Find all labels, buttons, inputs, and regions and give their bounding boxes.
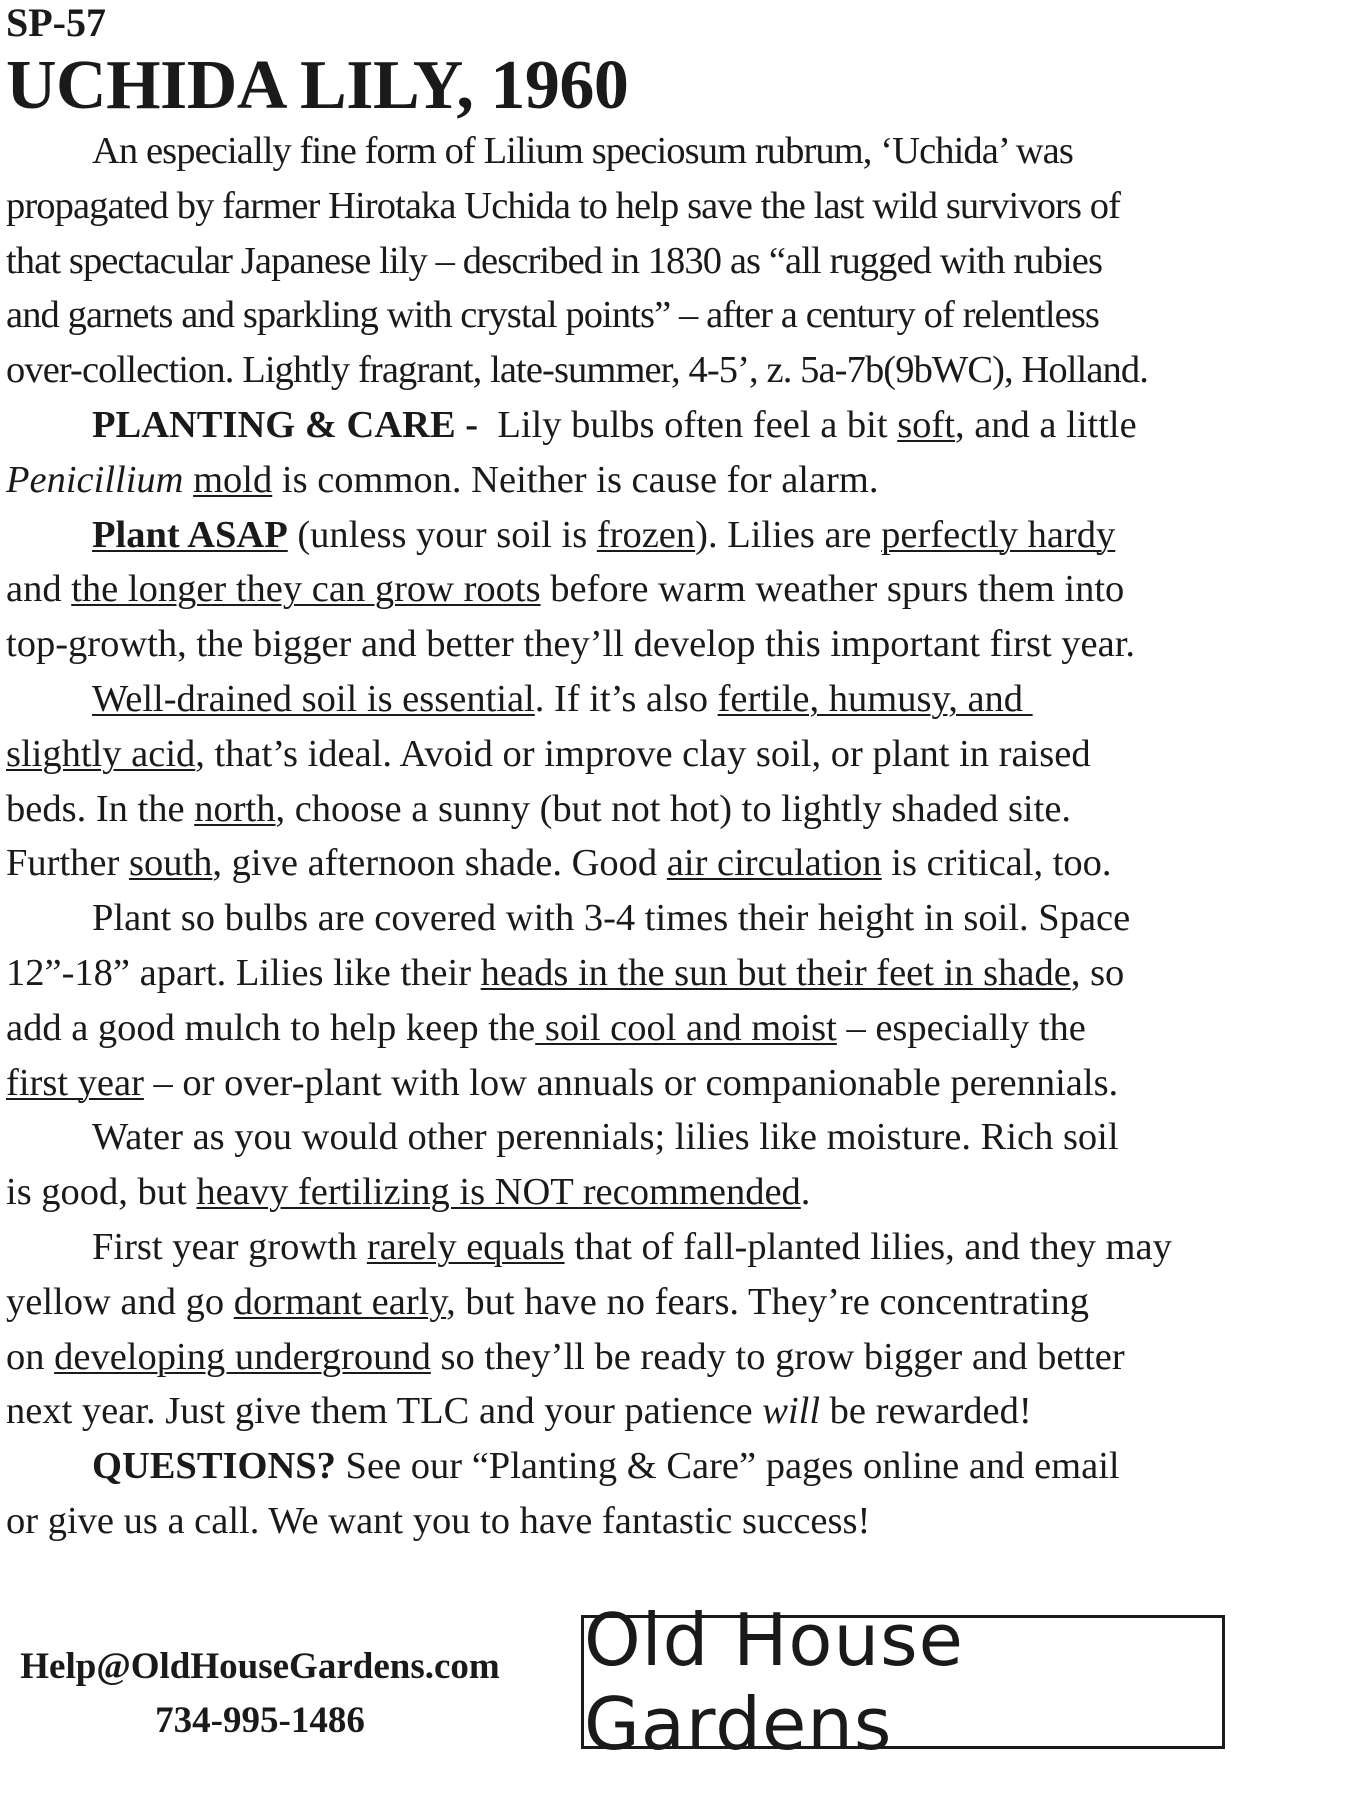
emphasis: frozen <box>596 513 696 556</box>
depth-line <box>6 1001 1336 1056</box>
soil-line <box>6 836 1336 891</box>
plant-asap-heading: Plant ASAP <box>92 513 288 556</box>
text: yellow and go <box>6 1280 234 1323</box>
text: so they’ll be ready to grow bigger and better <box>430 1335 1125 1378</box>
text: , so <box>1070 951 1125 994</box>
depth-line <box>6 1056 1336 1111</box>
growth-line <box>6 1220 1336 1275</box>
logo-text: Old House Gardens <box>584 1598 964 1766</box>
intro-line: over-collection. Lightly fragrant, late-summer, 4-5’, z. 5a-7b(9bWC), Holland. <box>6 349 1148 392</box>
water-paragraph <box>6 1110 1336 1220</box>
planting-paragraph <box>6 398 1336 508</box>
text: Lily bulbs often feel a bit <box>478 403 898 446</box>
text: , give afternoon shade. Good <box>212 842 667 885</box>
intro-paragraph <box>6 124 1336 398</box>
intro-line: that spectacular Japanese lily – described in 1830 as “all rugged with rubies <box>6 239 1103 282</box>
text: , choose a sunny (but not hot) to lightly shaded site. <box>275 787 1072 830</box>
emphasis: perfectly hardy <box>881 513 1116 556</box>
growth-paragraph <box>6 1220 1336 1439</box>
depth-line <box>6 946 1336 1001</box>
text: 12”-18” apart. Lilies like their <box>6 951 481 994</box>
text: is common. Neither is cause for alarm. <box>272 458 879 501</box>
emphasis: mold <box>193 458 273 501</box>
text: that of fall-planted lilies, and they may <box>564 1225 1172 1268</box>
emphasis: soft <box>897 403 955 446</box>
text: add a good mulch to help keep the <box>6 1006 536 1049</box>
text: , that’s ideal. Avoid or improve clay soil, or plant in raised <box>195 732 1091 775</box>
emphasis: Well-drained soil is essential <box>92 677 535 720</box>
emphasis: rarely equals <box>366 1225 565 1268</box>
growth-line <box>6 1275 1336 1330</box>
questions-heading: QUESTIONS? <box>92 1445 336 1488</box>
intro-line: An especially fine form of Lilium speciosum rubrum, ‘Uchida’ was <box>92 130 1073 172</box>
contact-block <box>10 1640 510 1748</box>
text: be rewarded! <box>820 1390 1032 1433</box>
emphasis: dormant early <box>233 1280 447 1323</box>
asap-line <box>6 562 1336 617</box>
emphasis: north <box>194 787 276 830</box>
depth-line: Plant so bulbs are covered with 3-4 times their height in soil. Space <box>92 897 1131 940</box>
water-line <box>6 1165 1336 1220</box>
emphasis: developing underground <box>54 1335 431 1378</box>
planting-line <box>6 398 1336 453</box>
emphasis: heavy fertilizing is NOT recommended <box>196 1171 801 1214</box>
page-title: UCHIDA LILY, 1960 <box>6 47 629 124</box>
logo <box>581 1598 1225 1766</box>
emphasis: fertile, humusy, and <box>717 677 1033 720</box>
questions-paragraph <box>6 1439 1336 1549</box>
asap-paragraph <box>6 508 1336 672</box>
text: next year. Just give them TLC and your patience <box>6 1390 763 1433</box>
water-line: Water as you would other perennials; lilies like moisture. Rich soil <box>92 1116 1119 1159</box>
soil-paragraph <box>6 672 1336 891</box>
growth-line <box>6 1330 1336 1385</box>
text: beds. In the <box>6 787 195 830</box>
text: Further <box>6 842 129 885</box>
emphasis: south <box>128 842 213 885</box>
text <box>183 459 193 501</box>
soil-line <box>6 672 1336 727</box>
text: – or over-plant with low annuals or companionable perennials. <box>143 1061 1119 1104</box>
asap-line: top-growth, the bigger and better they’ll develop this important first year. <box>6 623 1136 666</box>
growth-line <box>6 1384 1336 1439</box>
text: before warm weather spurs them into <box>540 568 1125 611</box>
emphasis: will <box>762 1390 821 1433</box>
text: is good, but <box>6 1171 197 1214</box>
text: , and a little <box>954 403 1137 446</box>
depth-paragraph <box>6 891 1336 1110</box>
intro-line: and garnets and sparkling with crystal points” – after a century of relentless <box>6 294 1099 337</box>
text: on <box>6 1335 55 1378</box>
text: – especially the <box>836 1006 1086 1049</box>
planting-heading: PLANTING & CARE - <box>92 403 479 446</box>
questions-line: or give us a call. We want you to have fantastic success! <box>6 1499 871 1542</box>
emphasis: the longer they can grow roots <box>71 568 541 611</box>
text: , but have no fears. They’re concentrating <box>446 1280 1089 1323</box>
text: . <box>800 1171 811 1214</box>
planting-line <box>6 453 1336 508</box>
emphasis: soil cool and moist <box>535 1006 837 1049</box>
text: ). Lilies are <box>695 513 882 556</box>
emphasis: slightly acid <box>6 732 196 775</box>
text: is critical, too. <box>881 842 1112 885</box>
body-text <box>6 124 1336 1549</box>
emphasis: Penicillium <box>6 458 184 501</box>
email-link[interactable]: Help@OldHouseGardens.com <box>20 1646 500 1687</box>
product-code: SP-57 <box>6 0 106 45</box>
phone-number: 734-995-1486 <box>155 1700 365 1741</box>
emphasis: heads in the sun but their feet in shade <box>480 951 1071 994</box>
asap-line <box>6 508 1336 563</box>
text: . If it’s also <box>534 677 718 720</box>
questions-line <box>6 1439 1336 1494</box>
label-page <box>6 0 1336 1549</box>
soil-line <box>6 782 1336 837</box>
text: and <box>6 568 72 611</box>
text: See our “Planting & Care” pages online and email <box>335 1445 1120 1488</box>
soil-line <box>6 727 1336 782</box>
text: First year growth <box>92 1225 367 1268</box>
emphasis: first year <box>6 1061 144 1104</box>
emphasis: air circulation <box>666 842 882 885</box>
intro-line: propagated by farmer Hirotaka Uchida to help save the last wild survivors of <box>6 184 1121 227</box>
text: (unless your soil is <box>287 513 597 556</box>
